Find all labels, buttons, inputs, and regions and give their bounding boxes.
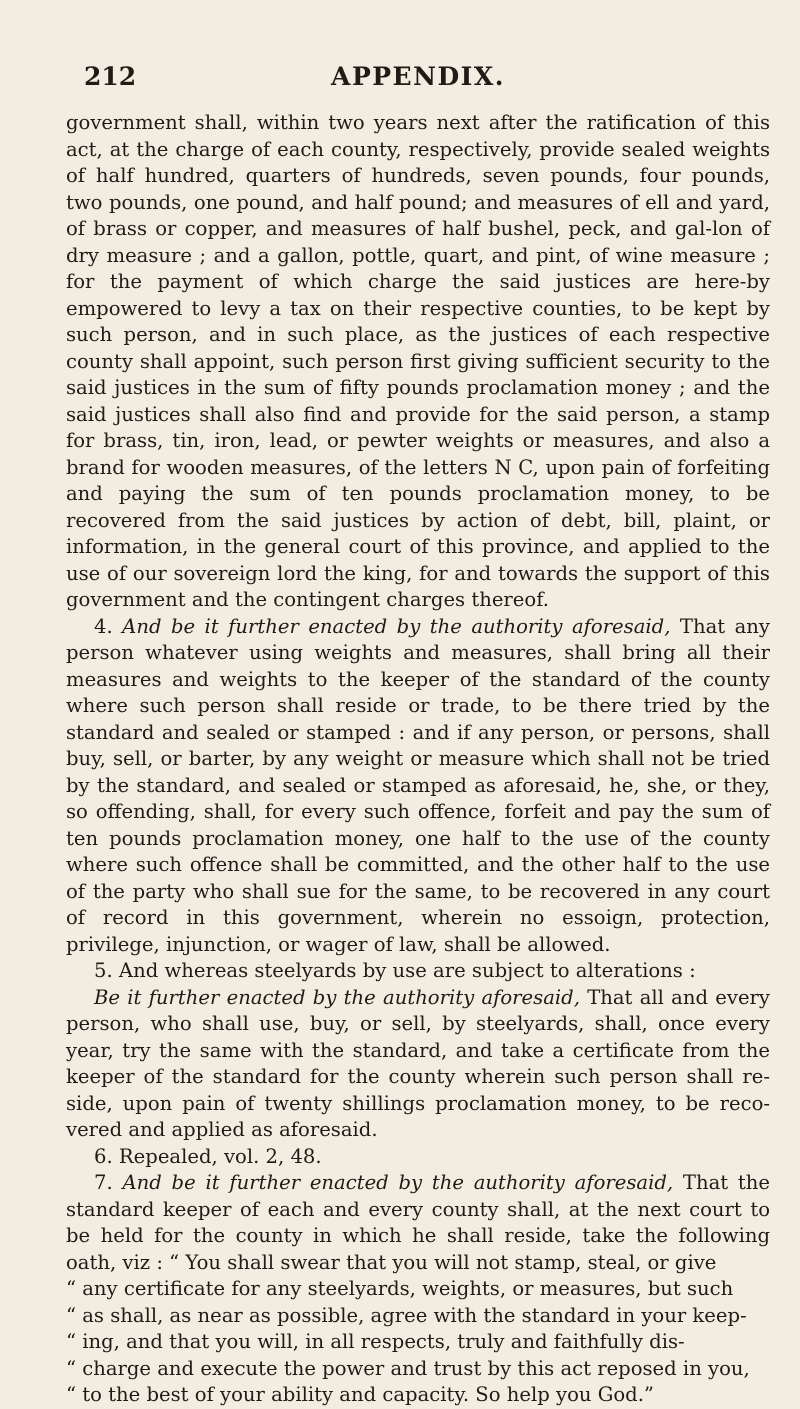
oath-line bbox=[66, 1356, 770, 1383]
body-text bbox=[66, 110, 770, 1409]
oath-line bbox=[66, 1303, 770, 1330]
text-run: “ as shall, as near as possible, agree with the standard in your keep- bbox=[66, 1303, 747, 1327]
paragraph-continuation bbox=[66, 110, 770, 614]
text-run: That any person whatever using weights and measures, shall bring all their measures and weights to the keeper of the standard of the county where such person shall reside or trade, to be there tried by the standard and sealed or stamped : and if any person, or persons, shall buy, sell, or barter, by any weight or measure which shall not be tried by the standard, and sealed or stamped as aforesaid, he, she, or they, so offending, shall, for every such offence, forfeit and pay the sum of ten pounds proclamation money, one half to the use of the county where such offence shall be committed, and the other half to the use of the party who shall sue for the same, to be recovered in any court of record in this government, wherein no essoign, protection, privilege, injunction, or wager of law, shall be allowed. bbox=[66, 614, 770, 956]
text-run: government shall, within two years next after the ratification of this act, at the charge of each county, respectively, provide sealed weights of half hundred, quarters of hundreds, seven pounds, four pounds, two pounds, one pound, and half pound; and measures of ell and yard, of brass or copper, and measures of half bushel, peck, and gal-lon of dry measure ; and a gallon, pottle, quart, and pint, of wine measure ; for the payment of which charge the said justices are here-by empowered to levy a tax on their respective counties, to be kept by such person, and in such place, as the justices of each respective county shall appoint, such person first giving sufficient security to the said justices in the sum of fifty pounds proclamation money ; and the said justices shall also find and provide for the said person, a stamp for brass, tin, iron, lead, or pewter weights or measures, and also a brand for wooden measures, of the letters N C, upon pain of forfeiting and paying the sum of ten pounds proclamation money, to be recovered from the said justices by action of debt, bill, plaint, or information, in the general court of this province, and applied to the use of our sovereign lord the king, for and towards the support of this government and the contingent charges thereof. bbox=[66, 111, 770, 611]
paragraph-section-5-enactment bbox=[66, 985, 770, 1144]
enacting-clause: Be it further enacted by the authority aforesaid, bbox=[94, 985, 580, 1009]
section-number: 4. bbox=[94, 614, 123, 638]
text-run: 6. Repealed, vol. 2, 48. bbox=[94, 1144, 322, 1168]
page-number: 212 bbox=[84, 62, 137, 91]
running-title: APPENDIX. bbox=[331, 62, 505, 91]
text-run: “ to the best of your ability and capacity. So help you God.” bbox=[66, 1383, 654, 1406]
paragraph-section-4 bbox=[66, 614, 770, 959]
section-number: 7. bbox=[94, 1171, 123, 1194]
text-run: 5. And whereas steelyards by use are subject to alterations : bbox=[94, 959, 696, 982]
oath-line bbox=[66, 1276, 770, 1303]
paragraph-section-6 bbox=[66, 1144, 770, 1171]
text-run: “ charge and execute the power and trust by this act reposed in you, bbox=[66, 1356, 750, 1380]
enacting-clause: And be it further enacted by the authority aforesaid, bbox=[122, 1171, 674, 1194]
paragraph-section-7 bbox=[66, 1170, 770, 1276]
oath-line bbox=[66, 1382, 770, 1409]
text-run: That the standard keeper of each and every county shall, at the next court to be held for the county in which he shall reside, take the following oath, viz : “ You shall swear that you will not stamp, steal, or give bbox=[66, 1171, 770, 1274]
running-head bbox=[66, 58, 770, 96]
text-run: “ ing, and that you will, in all respects, truly and faithfully dis- bbox=[66, 1330, 685, 1353]
text-run: That all and every person, who shall use, buy, or sell, by steelyards, shall, once every year, try the same with the standard, and take a certificate from the keeper of the standard for the county wherein such person shall re-side, upon pain of twenty shillings proclamation money, to be reco-vered and applied as aforesaid. bbox=[66, 985, 770, 1141]
oath-line bbox=[66, 1329, 770, 1356]
text-run: “ any certificate for any steelyards, weights, or measures, but such bbox=[66, 1277, 734, 1300]
enacting-clause: And be it further enacted by the authority aforesaid, bbox=[122, 614, 671, 638]
paragraph-section-5-preamble bbox=[66, 958, 770, 985]
